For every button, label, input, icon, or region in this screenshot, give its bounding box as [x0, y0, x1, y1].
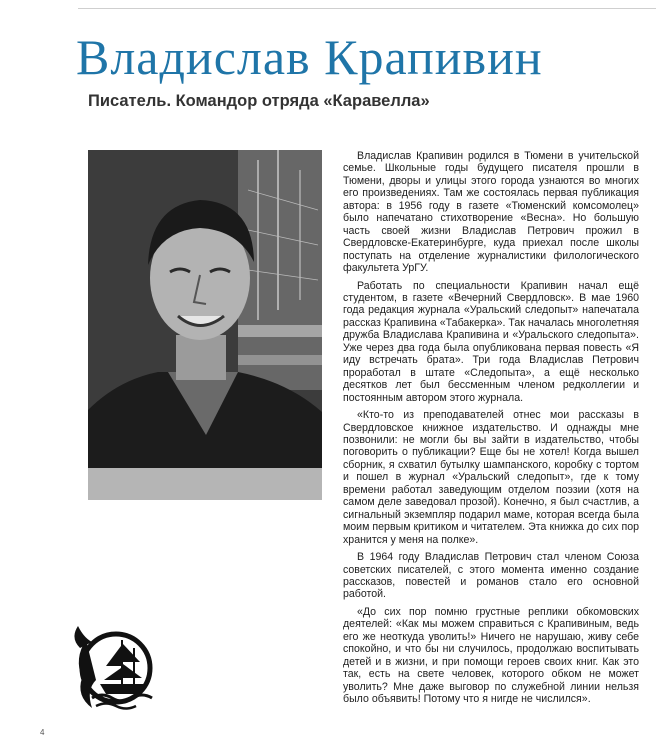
top-divider	[78, 8, 656, 9]
sailing-ship-emblem-icon	[66, 618, 166, 718]
portrait-photo	[88, 150, 322, 500]
page-number: 4	[40, 728, 45, 737]
article-paragraph: Работать по специальности Крапивин начал ещё студентом, в газете «Вечерний Свердловск». В мае 1960 года редакция журнала «Уральский следопыт» напечатала рассказ Крапивина «Табакерка». Так началась многолетняя дружба Владислава Крапивина и «Уральского следопыта». Уже через два года была опубликована первая повесть «Я иду встречать брата». Три года Владислав Петрович проработал в штате «Следопыта», а ещё несколько десятков лет был бессменным членом редколлегии и постоянным автором этого журнала.	[343, 279, 639, 404]
article-paragraph: В 1964 году Владислав Петрович стал членом Союза советских писателей, с этого момента именно создание рассказов, повестей и романов стало его основной работой.	[343, 551, 639, 601]
page-title: Владислав Крапивин	[76, 29, 543, 85]
page-subtitle: Писатель. Командор отряда «Каравелла»	[88, 92, 430, 110]
portrait-illustration	[88, 150, 322, 500]
article-paragraph: Владислав Крапивин родился в Тюмени в учительской семье. Школьные годы будущего писателя прошли в Тюмени, дворы и улицы этого города узнаются во многих его произведениях. Там же состоялась первая публикация автора: в 1956 году в газете «Тюменский комсомолец» было напечатано стихотворение «Весна». Но большую часть своей жизни Владислав Петрович прожил в Свердловске-Екатеринбурге, куда приехал после школы поступать на отделение журналистики филологического факультета УрГУ.	[343, 150, 639, 275]
article-paragraph: «До сих пор помню грустные реплики обкомовских деятелей: «Как мы можем справиться с Крапивиным, ведь его же неоткуда уволить!» Ничего не нарушаю, живу себе спокойно, и что бы ни случилось, продолжаю воспитывать детей и в жизни, и при помощи героев своих книг. Как это так, есть на свете человек, которого обком не может уволить? Мне даже выговор по служебной линии нельзя было объявить! Потому что я нигде не числился».	[343, 605, 639, 706]
article-paragraph: «Кто-то из преподавателей отнес мои рассказы в Свердловское книжное издательство. И однажды мне позвонили: не могли бы вы зайти в издательство, чтобы поговорить о публикации? Еще бы не хотел! Когда вышел сборник, я схватил бутылку шампанского, коробку с тортом и пошел в журнал «Уральский следопыт», где к тому времени работал заведующим отделом поэзии (хотя на самом деле заведовал прозой). Конечно, я был счастлив, а сигнальный экземпляр подарил маме, которая всегда была моим первым критиком и читателем. Эта книжка до сих пор хранится у меня на полке».	[343, 409, 639, 546]
article-body	[343, 150, 639, 710]
